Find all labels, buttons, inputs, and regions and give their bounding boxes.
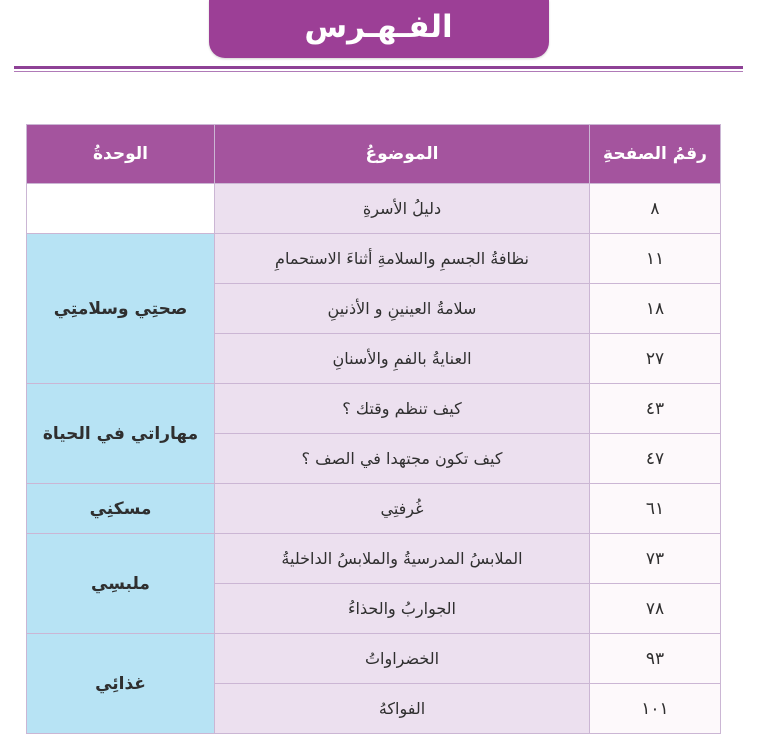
header-rule-primary xyxy=(14,66,743,69)
cell-page-number: ٧٣ xyxy=(590,534,721,584)
cell-unit-empty xyxy=(27,184,215,234)
cell-topic: دليلُ الأسرةِ xyxy=(215,184,590,234)
table-of-contents xyxy=(26,124,721,734)
page-header xyxy=(0,0,757,78)
cell-page-number: ٩٣ xyxy=(590,634,721,684)
cell-page-number: ٤٣ xyxy=(590,384,721,434)
table-of-contents-area xyxy=(0,78,757,734)
cell-unit: صحتِي وسلامتِي xyxy=(27,234,215,384)
page-title: الفـهـرس xyxy=(304,8,453,45)
title-plate xyxy=(209,0,549,58)
cell-topic: الفواكهُ xyxy=(215,684,590,734)
cell-unit: غذائِي xyxy=(27,634,215,734)
table-row xyxy=(27,634,721,684)
table-row xyxy=(27,234,721,284)
cell-page-number: ١١ xyxy=(590,234,721,284)
cell-topic: العنايةُ بالفمِ والأسنانِ xyxy=(215,334,590,384)
cell-page-number: ١٨ xyxy=(590,284,721,334)
cell-page-number: ١٠١ xyxy=(590,684,721,734)
cell-topic: كيف تنظم وقتك ؟ xyxy=(215,384,590,434)
cell-topic: نظافةُ الجسمِ والسلامةِ أثناءَ الاستحمامِ xyxy=(215,234,590,284)
cell-page-number: ٧٨ xyxy=(590,584,721,634)
cell-page-number: ٢٧ xyxy=(590,334,721,384)
table-row xyxy=(27,534,721,584)
table-row xyxy=(27,184,721,234)
column-header-unit: الوحدةُ xyxy=(27,125,215,184)
cell-topic: سلامةُ العينينِ و الأذنينِ xyxy=(215,284,590,334)
cell-topic: الخضراواتُ xyxy=(215,634,590,684)
cell-unit: ملبسِي xyxy=(27,534,215,634)
cell-topic: الملابسُ المدرسيةُ والملابسُ الداخليةُ xyxy=(215,534,590,584)
cell-page-number: ٤٧ xyxy=(590,434,721,484)
table-header xyxy=(27,125,721,184)
cell-topic: الجواربُ والحذاءُ xyxy=(215,584,590,634)
cell-topic: كيف تكون مجتهدا في الصف ؟ xyxy=(215,434,590,484)
header-rule-secondary xyxy=(14,71,743,72)
cell-topic: غُرفتِي xyxy=(215,484,590,534)
column-header-page: رقمُ الصفحةِ xyxy=(590,125,721,184)
cell-unit: مسكنِي xyxy=(27,484,215,534)
cell-unit: مهاراتي في الحياة xyxy=(27,384,215,484)
table-row xyxy=(27,484,721,534)
cell-page-number: ٦١ xyxy=(590,484,721,534)
table-body xyxy=(27,184,721,734)
column-header-topic: الموضوعُ xyxy=(215,125,590,184)
table-row xyxy=(27,384,721,434)
cell-page-number: ٨ xyxy=(590,184,721,234)
table-header-row xyxy=(27,125,721,184)
